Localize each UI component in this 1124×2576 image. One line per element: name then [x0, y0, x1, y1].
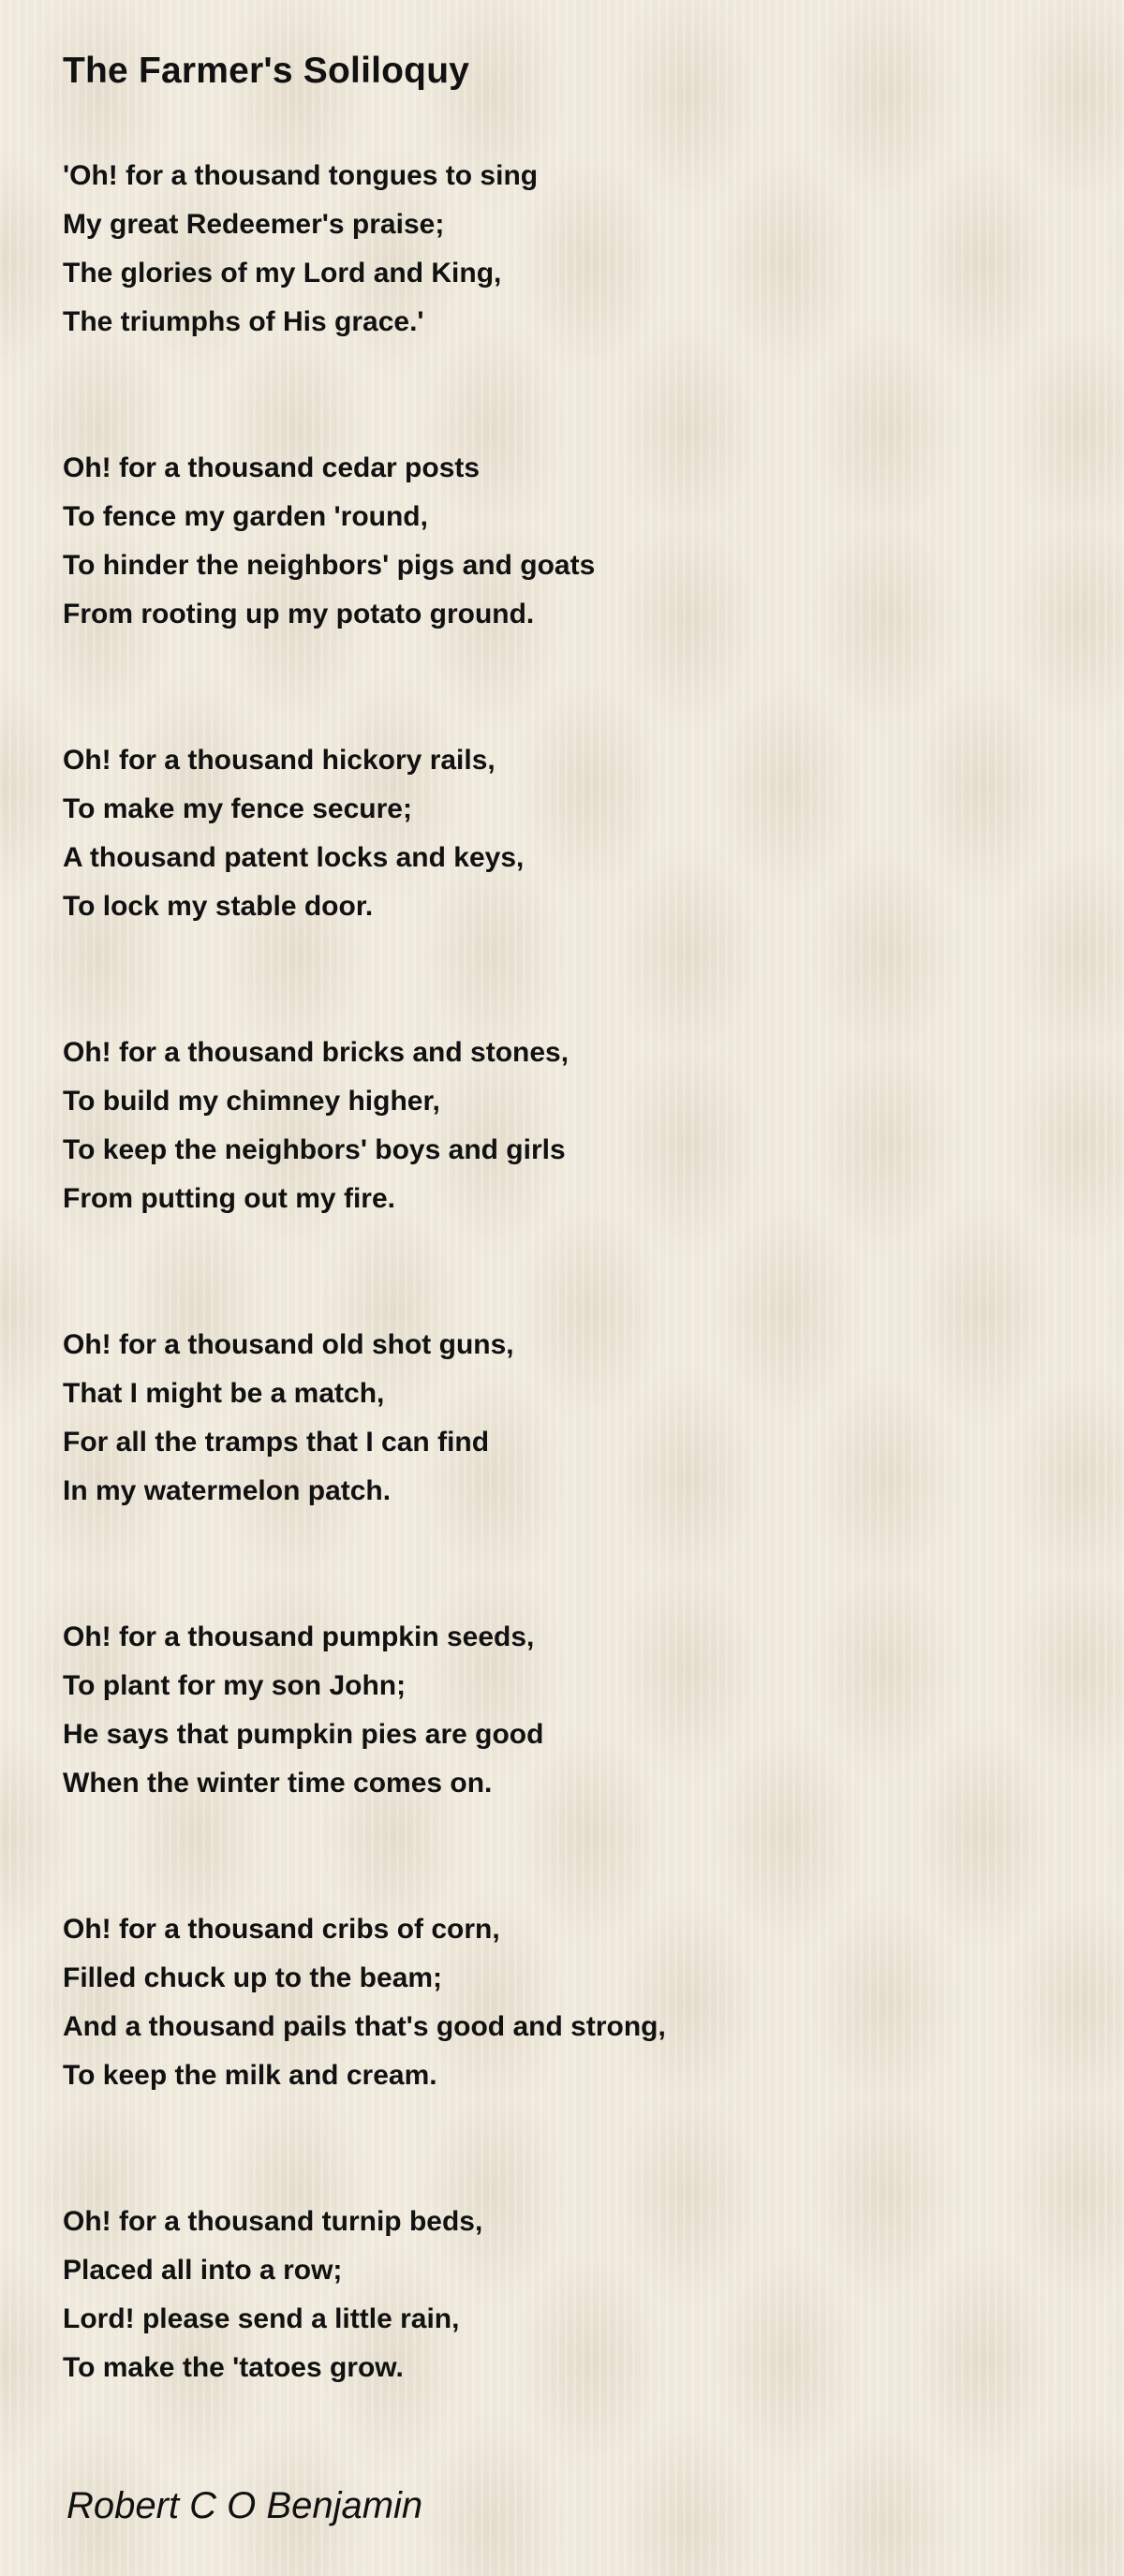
- poem-line: From putting out my fire.: [63, 1183, 395, 1214]
- poem-line: To build my chimney higher,: [63, 1086, 440, 1117]
- stanza: [63, 2198, 1074, 2392]
- poem-line: Oh! for a thousand hickory rails,: [63, 745, 495, 776]
- poem-line: Oh! for a thousand pumpkin seeds,: [63, 1621, 535, 1652]
- stanza: [63, 1613, 1074, 1808]
- poem-line: When the winter time comes on.: [63, 1768, 493, 1799]
- poem-line: Oh! for a thousand cedar posts: [63, 452, 481, 483]
- poem-line: For all the tramps that I can find: [63, 1427, 490, 1458]
- poem-line: The glories of my Lord and King,: [63, 258, 502, 289]
- poem-page: [63, 41, 1074, 2392]
- poem-line: And a thousand pails that's good and strong,: [63, 2011, 666, 2042]
- poem-line: My great Redeemer's praise;: [63, 209, 445, 240]
- poem-line: To fence my garden 'round,: [63, 501, 428, 532]
- poem-line: Oh! for a thousand cribs of corn,: [63, 1914, 500, 1945]
- poem-line: To keep the milk and cream.: [63, 2060, 437, 2091]
- poem-line: To plant for my son John;: [63, 1670, 407, 1701]
- poem-title: The Farmer's Soliloquy: [63, 51, 470, 91]
- poem-line: The triumphs of His grace.': [63, 306, 424, 337]
- stanza: [63, 152, 1074, 347]
- poem-line: Filled chuck up to the beam;: [63, 1962, 443, 1993]
- poem-line: That I might be a match,: [63, 1378, 385, 1409]
- poem-line: Lord! please send a little rain,: [63, 2303, 460, 2334]
- poem-line: Oh! for a thousand bricks and stones,: [63, 1037, 569, 1068]
- poem-body: [63, 152, 1074, 2392]
- poem-line: To hinder the neighbors' pigs and goats: [63, 550, 596, 581]
- poem-line: To lock my stable door.: [63, 891, 374, 922]
- poem-line: A thousand patent locks and keys,: [63, 842, 525, 873]
- poem-line: Oh! for a thousand old shot guns,: [63, 1329, 514, 1360]
- poem-line: To make my fence secure;: [63, 793, 412, 824]
- poem-line: To keep the neighbors' boys and girls: [63, 1134, 566, 1165]
- poem-line: In my watermelon patch.: [63, 1475, 392, 1506]
- poem-author: Robert C O Benjamin: [67, 2485, 423, 2526]
- poem-line: Oh! for a thousand turnip beds,: [63, 2206, 483, 2237]
- poem-line: From rooting up my potato ground.: [63, 599, 535, 629]
- poem-line: Placed all into a row;: [63, 2255, 343, 2286]
- stanza: [63, 444, 1074, 639]
- poem-line: He says that pumpkin pies are good: [63, 1719, 544, 1750]
- stanza: [63, 1029, 1074, 1223]
- stanza: [63, 1321, 1074, 1516]
- poem-line: To make the 'tatoes grow.: [63, 2352, 404, 2383]
- poem-line: 'Oh! for a thousand tongues to sing: [63, 160, 539, 191]
- stanza: [63, 736, 1074, 931]
- stanza: [63, 1905, 1074, 2100]
